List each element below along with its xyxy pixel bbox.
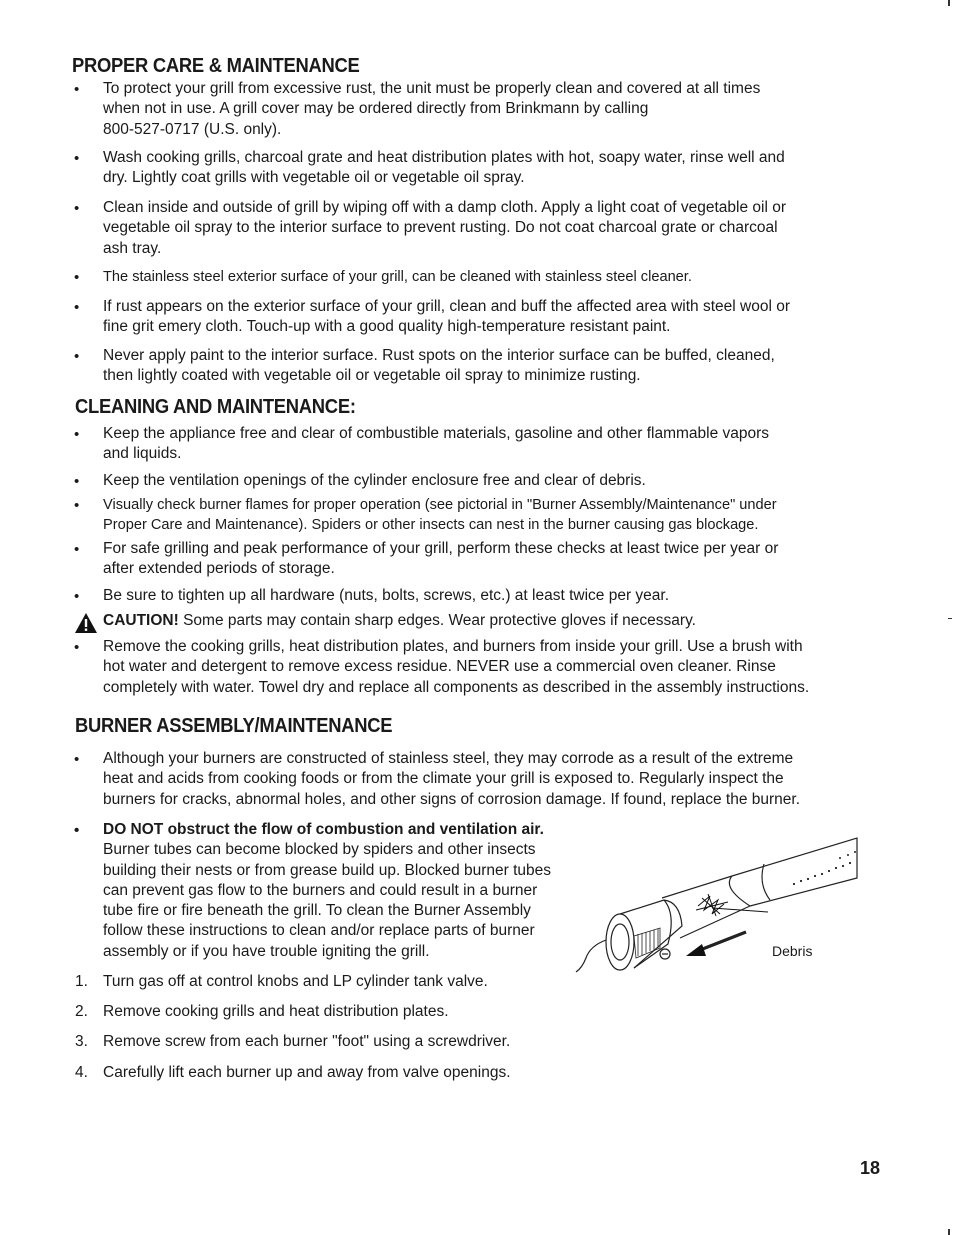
section-heading-cleaning: CLEANING AND MAINTENANCE:: [75, 396, 356, 418]
crop-mark: [948, 1229, 950, 1235]
figure-caption-debris: Debris: [772, 943, 813, 959]
crop-mark: [948, 618, 952, 619]
crop-mark: [948, 0, 950, 6]
caution-note: CAUTION! Some parts may contain sharp edges. Wear protective gloves if necessary.: [103, 612, 696, 629]
burner-debris-illustration: [572, 836, 862, 976]
page-number: 18: [860, 1158, 881, 1178]
warning-icon: [74, 612, 98, 639]
section-heading-burner: BURNER ASSEMBLY/MAINTENANCE: [75, 715, 393, 737]
section-heading-proper-care: PROPER CARE & MAINTENANCE: [72, 55, 360, 77]
